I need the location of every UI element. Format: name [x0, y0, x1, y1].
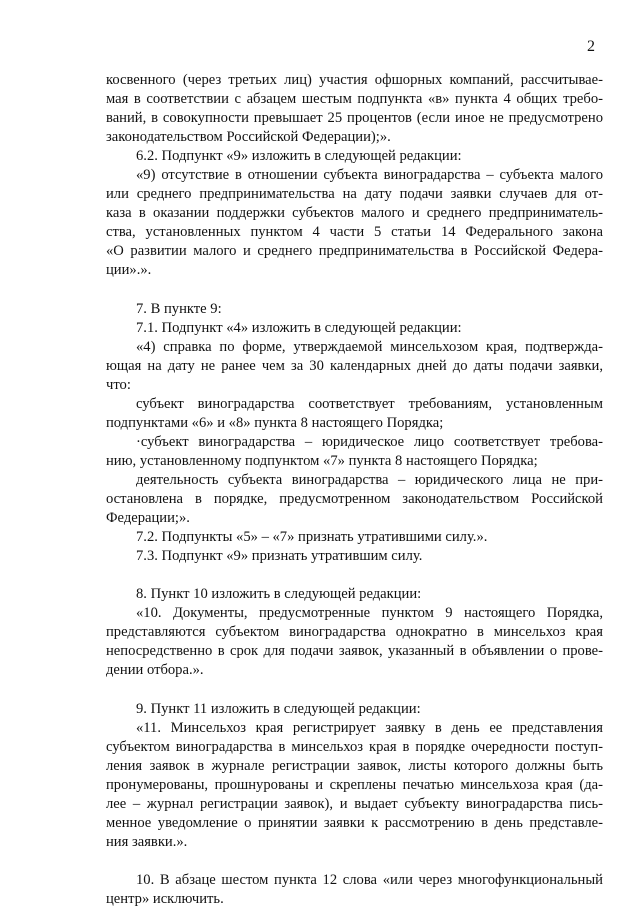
text-line: лее – журнал регистрации заявок), и выдает субъекту виноградарства пись- [106, 795, 603, 812]
text-line: что: [106, 376, 131, 393]
text-line: ния заявки.». [106, 833, 188, 850]
text-line: ции».». [106, 262, 152, 278]
text-line: центр» исключить. [106, 891, 224, 907]
paragraph-gap [106, 566, 603, 586]
text-line: ваний, в совокупности превышает 25 процентов (если иное не предусмотрено [106, 110, 603, 126]
text-line: косвенного (через третьих лиц) участия офшорных компаний, рассчитывае- [106, 72, 603, 88]
paragraph-gap [106, 680, 603, 700]
text-line: «11. Минсельхоз края регистрирует заявку в день ее представления [136, 719, 603, 736]
text-line: 7. В пункте 9: [136, 300, 222, 317]
text-line: «10. Документы, предусмотренные пунктом 9 настоящего Порядка, [136, 605, 603, 621]
text-line: 7.3. Подпункт «9» признать утратившим силу. [136, 547, 423, 564]
document-body [106, 71, 603, 909]
text-line: менное уведомление о принятии заявки к рассмотрению в день представле- [106, 814, 603, 831]
text-line: «О развитии малого и среднего предпринимательства в Российской Федера- [106, 243, 603, 259]
text-line: 10. В абзаце шестом пункта 12 слова «или через многофункциональный [136, 872, 603, 888]
text-line: ющая на дату не ранее чем за 30 календарных дней до даты подачи заявки, [106, 357, 603, 374]
text-line: субъектом виноградарства в минсельхоз края в порядке очередности поступ- [106, 738, 603, 755]
paragraph-gap [106, 280, 603, 300]
text-line: подпунктами «6» и «8» пункта 8 настоящего Порядка; [106, 414, 444, 431]
text-line: дении отбора.». [106, 662, 204, 678]
text-line: представляются субъектом виноградарства однократно в минсельхоз края [106, 624, 603, 640]
text-line: «4) справка по форме, утверждаемой минсельхозом края, подтвержда- [136, 338, 603, 355]
text-line: субъект виноградарства соответствует требованиям, установленным [136, 395, 603, 412]
text-line: Федерации;». [106, 509, 190, 526]
text-line: непосредственно в срок для подачи заявок, указанный в объявлении о прове- [106, 643, 603, 659]
paragraph-gap [106, 852, 603, 872]
text-line: ·субъект виноградарства – юридическое лицо соответствует требова- [136, 433, 603, 450]
text-line: 6.2. Подпункт «9» изложить в следующей редакции: [136, 148, 462, 164]
text-line: мая в соответствии с абзацем шестым подпункта «в» пункта 4 общих требо- [106, 91, 603, 107]
page-number: 2 [587, 38, 595, 55]
text-line: 9. Пункт 11 изложить в следующей редакции: [136, 700, 421, 717]
text-line: остановлена в порядке, предусмотренном законодательством Российской [106, 490, 603, 507]
text-line: каза в оказании поддержки субъектов малого и среднего предприниматель- [106, 205, 603, 221]
text-line: нию, установленному подпунктом «7» пункта 8 настоящего Порядка; [106, 452, 538, 469]
text-line: 8. Пункт 10 изложить в следующей редакции: [136, 586, 422, 602]
text-line: 7.2. Подпункты «5» – «7» признать утратившими силу.». [136, 528, 488, 545]
text-line: «9) отсутствие в отношении субъекта виноградарства – субъекта малого [136, 167, 603, 183]
text-line: законодательством Российской Федерации);». [106, 129, 391, 145]
text-line: или среднего предпринимательства на дату подачи заявки случаев для от- [106, 186, 603, 202]
text-line: ства, установленных пунктом 4 части 5 статьи 14 Федерального закона [106, 224, 603, 240]
text-line: деятельность субъекта виноградарства – юридического лица не при- [136, 471, 603, 488]
text-line: пронумерованы, прошнурованы и скреплены печатью минсельхоза края (да- [106, 776, 603, 793]
text-line: 7.1. Подпункт «4» изложить в следующей редакции: [136, 319, 462, 336]
text-line: ления заявок в журнале регистрации заявок, листы которого должны быть [106, 757, 603, 774]
